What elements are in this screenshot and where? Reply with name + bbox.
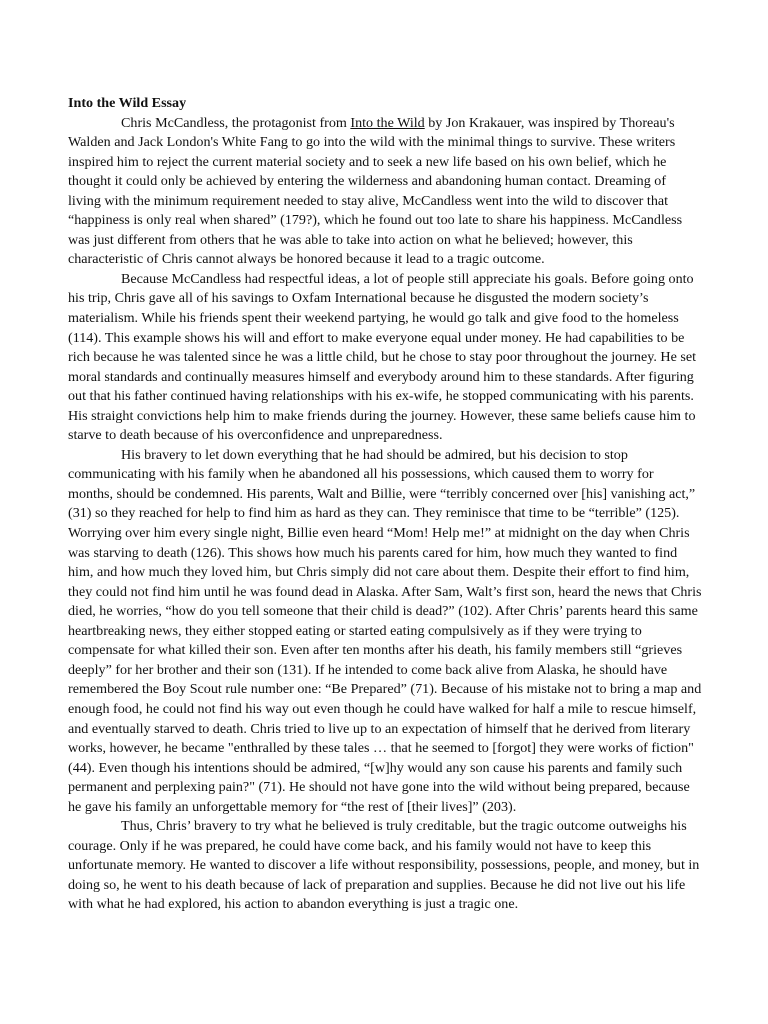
intro-text-before: Chris McCandless, the protagonist from bbox=[121, 114, 351, 131]
essay-page bbox=[68, 94, 702, 915]
book-title-underlined: Into the Wild bbox=[350, 114, 425, 131]
paragraph-bravery-family: His bravery to let down everything that he had should be admired, but his decision to stop communicating with his family when he abandoned all his possessions, which caused them to worry for months, should be condemned. His parents, Walt and Billie, were “terribly concerned over [his] vanishing act,” (31) so they reached for help to find him as hard as they can. They reminisce that time to be “terrible” (125). Worrying over him every single night, Billie even heard “Mom! Help me!” at midnight on the day when Chris was starving to death (126). This shows how much his parents cared for him, how much they wanted to find him, and how much they loved him, but Chris simply did not care about them. Despite their effort to find him, they could not find him until he was found dead in Alaska. After Sam, Walt’s first son, heard the news that Chris died, he worries, “how do you tell someone that their child is dead?” (102). After Chris’ parents heard this same heartbreaking news, they either stopped eating or started eating compulsively as if they were trying to compensate for what killed their son. Even after ten months after his death, his family members still “grieves deeply” for her brother and their son (131). If he intended to come back alive from Alaska, he should have remembered the Boy Scout rule number one: “Be Prepared” (71). Because of his mistake not to bring a map and enough food, he could not find his way out even though he could have walked for half a mile to rescue himself, and eventually starved to death. Chris tried to live up to an expectation of himself that he derived from literary works, however, he became "enthralled by these tales … that he seemed to [forgot] they were works of fiction" (44). Even though his intentions should be admired, “[w]hy would any son cause his parents and family such permanent and perplexing pain?" (71). He should not have gone into the wild without being prepared, because he gave his family an unforgettable memory for “the rest of [their lives]” (203). bbox=[68, 446, 702, 815]
paragraph-respectful-ideas: Because McCandless had respectful ideas, a lot of people still appreciate his goals. Before going onto his trip, Chris gave all of his savings to Oxfam International because he disgusted the modern society’s materialism. While his friends spent their weekend partying, he would go talk and give food to the homeless (114). This example shows his will and effort to make everyone equal under money. He had capabilities to be rich because he was talented since he was a little child, but he chose to stay poor throughout the journey. He set moral standards and continually measures himself and everybody around him to these standards. After figuring out that his father continued having relationships with his ex-wife, he stopped communicating with his parents. His straight convictions help him to make friends during the journey. However, these same beliefs cause him to starve to death because of his overconfidence and unpreparedness. bbox=[68, 270, 697, 444]
intro-text-after: by Jon Krakauer, was inspired by Thoreau's Walden and Jack London's White Fang to go into the wild with the minimal things to survive. These writers inspired him to reject the current material society and to seek a new life based on his own belief, which he thought it could only be achieved by entering the wilderness and abandoning human contact. Dreaming of living with the minimum requirement needed to stay alive, McCandless went into the wild to discover that “happiness is only real when shared” (179?), which he found out too late to share his happiness. McCandless was just different from others that he was able to take into action on what he believed; however, this characteristic of Chris cannot always be honored because it lead to a tragic outcome. bbox=[68, 114, 683, 268]
paragraph-conclusion: Thus, Chris’ bravery to try what he believed is truly creditable, but the tragic outcome outweighs his courage. Only if he was prepared, he could have come back, and his family would not have to keep this unfortunate memory. He wanted to discover a life without responsibility, possessions, people, and money, but in doing so, he went to his death because of lack of preparation and supplies. Because he did not live out his life with what he had explored, his action to abandon everything is just a tragic one. bbox=[68, 818, 700, 913]
essay-title: Into the Wild Essay bbox=[68, 95, 187, 111]
paragraph-introduction bbox=[68, 114, 702, 270]
essay-title-line bbox=[68, 94, 702, 114]
